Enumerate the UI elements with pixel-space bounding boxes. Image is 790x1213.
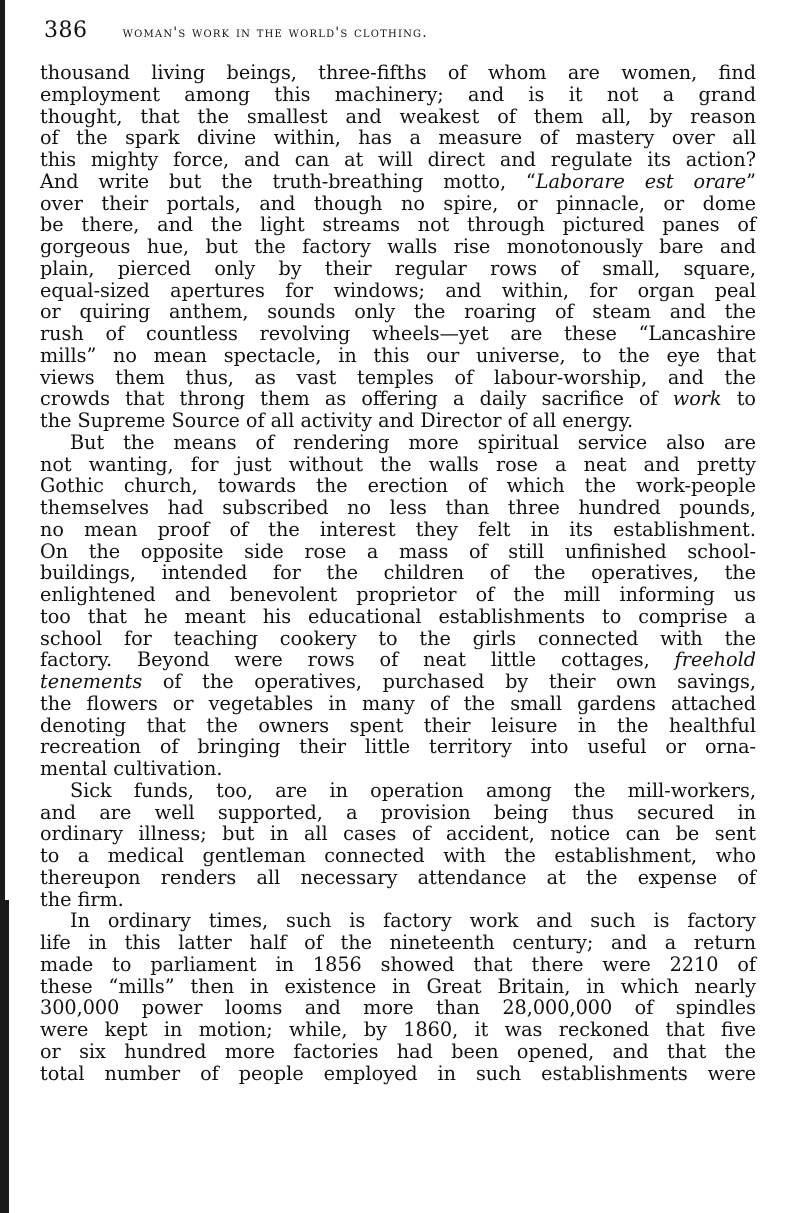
paragraph-start: But the means of rendering more spiritual service also are	[70, 430, 756, 454]
text-line: school for teaching cookery to the girls connected with the	[40, 626, 756, 650]
text-segment: crowds that throng them as offering a daily sacrifice of	[40, 387, 673, 411]
text-line: 300,000 power looms and more than 28,000,000 of spindles	[40, 996, 756, 1020]
text-line: or six hundred more factories had been opened, and that the	[40, 1039, 756, 1063]
text-line: life in this latter half of the nineteenth century; and a return	[40, 931, 756, 954]
text-line: were kept in motion; while, by 1860, it was reckoned that five	[40, 1018, 756, 1041]
text-line: the firm.	[40, 887, 124, 911]
text-line: the Supreme Source of all activity and Director of all energy.	[40, 409, 634, 432]
text-line: ordinary illness; but in all cases of accident, notice can be sent	[40, 822, 756, 846]
text-line: gorgeous hue, but the factory walls rise monotonously bare and	[40, 235, 756, 258]
text-line: and are well supported, a provision being thus secured in	[40, 800, 756, 824]
italic-work: work	[672, 387, 722, 411]
text-line: this mighty force, and can at will direct and regulate its action?	[40, 148, 756, 171]
running-head	[44, 18, 764, 48]
italic-motto: Laborare est orare	[535, 169, 747, 193]
text-line: thousand living beings, three-fifths of whom are women, find	[40, 61, 756, 84]
text-line: On the opposite side rose a mass of still unfinished school-	[40, 539, 756, 563]
text-segment: ”	[746, 169, 756, 193]
text-segment: And write but the truth-breathing motto, “	[40, 169, 536, 193]
text-line: not wanting, for just without the walls rose a neat and pretty	[40, 452, 756, 476]
body-text	[40, 62, 756, 1084]
running-title: woman's work in the world's clothing.	[122, 25, 428, 41]
text-line	[40, 671, 756, 693]
text-segment: of the operatives, purchased by their own savings,	[142, 670, 756, 693]
page-number: 386	[44, 18, 88, 43]
text-line: recreation of bringing their little territory into useful or orna-	[40, 735, 756, 759]
text-line: no mean proof of the interest they felt in its establishment.	[40, 517, 756, 541]
text-line: buildings, intended for the children of the operatives, the	[40, 561, 756, 585]
text-line: denoting that the owners spent their leisure in the healthful	[40, 713, 756, 737]
text-line: enlightened and benevolent proprietor of the mill informing us	[40, 583, 756, 606]
text-line: be there, and the light streams not through pictured panes of	[40, 213, 756, 237]
text-segment: to	[721, 387, 756, 411]
text-line	[40, 171, 756, 193]
text-line: thought, that the smallest and weakest of them all, by reason	[40, 104, 756, 128]
text-line: too that he meant his educational establishments to comprise a	[40, 604, 756, 628]
paragraph-start: In ordinary times, such is factory work and such is factory	[70, 909, 756, 933]
paragraph-start: Sick funds, too, are in operation among the mill-workers,	[70, 778, 756, 802]
text-line: of the spark divine within, has a measure of mastery over all	[40, 126, 756, 150]
text-line: mills” no mean spectacle, in this our universe, to the eye that	[40, 343, 756, 367]
text-line	[40, 388, 756, 410]
text-line: themselves had subscribed no less than three hundred pounds,	[40, 496, 756, 519]
text-segment: factory. Beyond were rows of neat little cottages,	[40, 648, 675, 672]
text-line	[40, 649, 756, 671]
text-line: equal-sized apertures for windows; and within, for organ peal	[40, 278, 756, 302]
text-line: total number of people employed in such establishments were	[40, 1061, 756, 1085]
text-line: the flowers or vegetables in many of the small gardens attached	[40, 691, 756, 715]
text-line: these “mills” then in existence in Great Britain, in which nearly	[40, 974, 756, 998]
text-line: Gothic church, towards the erection of which the work-people	[40, 474, 756, 498]
text-line: made to parliament in 1856 showed that there were 2210 of	[40, 952, 756, 976]
italic-tenements: tenements	[40, 670, 143, 693]
text-line: mental cultivation.	[40, 757, 223, 780]
text-line: views them thus, as vast temples of labour-worship, and the	[40, 365, 756, 389]
text-line: plain, pierced only by their regular rows of small, square,	[40, 256, 756, 280]
text-line: to a medical gentleman connected with the establishment, who	[40, 844, 756, 867]
text-line: over their portals, and though no spire, or pinnacle, or dome	[40, 191, 756, 215]
text-line: rush of countless revolving wheels—yet are these “Lancashire	[40, 322, 756, 345]
text-line: employment among this machinery; and is it not a grand	[40, 82, 756, 106]
text-line: or quiring anthem, sounds only the roaring of steam and the	[40, 300, 756, 324]
italic-freehold: freehold	[674, 648, 756, 672]
text-line: thereupon renders all necessary attendance at the expense of	[40, 865, 756, 889]
binding-edge-shadow	[5, 900, 9, 1213]
